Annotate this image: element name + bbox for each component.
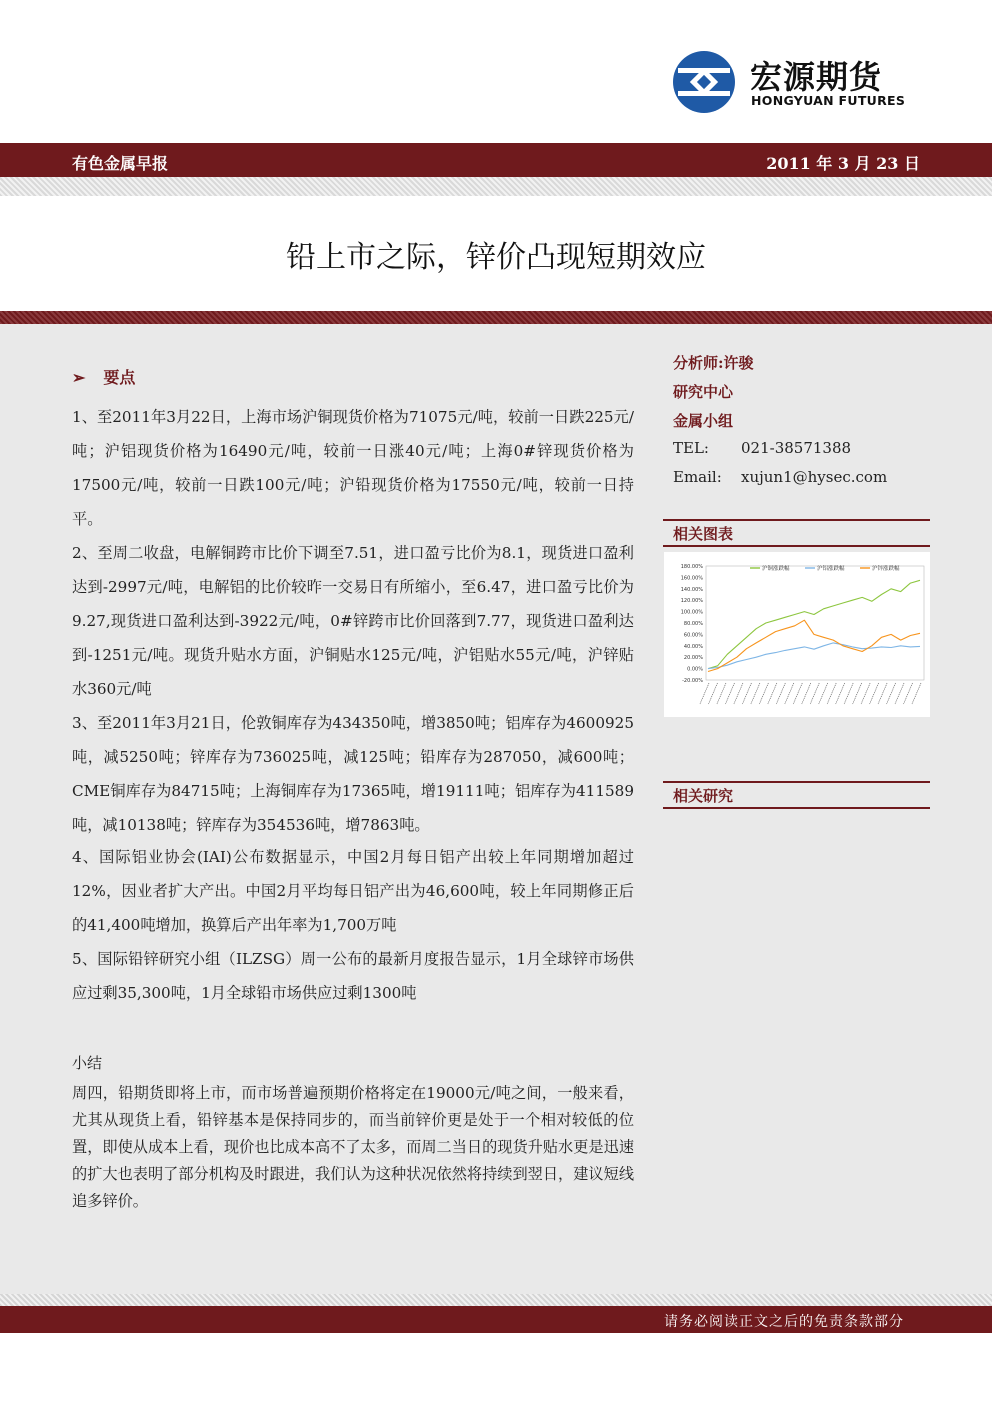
x-tick-label [802,683,811,704]
x-tick-label [793,683,802,704]
keypoint-3: 3、至2011年3月21日，伦敦铜库存为434350吨，增3850吨；铝库存为4600925吨，减5250吨；锌库存为736025吨，减125吨；铅库存为287050，减600吨；CME铜库存为84715吨；上海铜库存为17365吨，增19111吨；铝库存为411589吨，减10138吨；锌库存为354536吨，增7863吨。 [72,714,634,834]
tel-value: 021-38571388 [741,439,852,457]
y-tick-label: 40.00% [683,643,703,650]
brand-name-cn: 宏源期货 [750,58,883,96]
legend-label: 沪锌涨跌幅 [872,566,900,572]
keypoint-2: 2、至周二收盘，电解铜跨市比价下调至7.51，进口盈亏比价为8.1，现货进口盈利达到-2997元/吨，电解铝的比价较昨一交易日有所缩小，至6.47，进口盈亏比价为9.27,现货进口盈利达到-3922元/吨，0#锌跨市比价回落到7.77，现货进口盈利达到-1251元/吨。现货升贴水方面，沪铜贴水125元/吨，沪铝贴水55元/吨，沪锌贴水360元/吨 [72,544,634,698]
y-tick-label: 140.00% [680,586,703,593]
related-research-label: 相关研究 [673,787,734,805]
x-tick-label [725,683,734,704]
chart-x-ticks [700,683,921,704]
x-tick-label [717,683,726,704]
price-change-chart [664,552,930,717]
summary-text: 周四，铅期货即将上市，而市场普遍预期价格将定在19000元/吨之间，一般来看，尤其从现货上看，铅锌基本是保持同步的，而当前锌价更是处于一个相对较低的位置，即使从成本上看，现价也比成本高不了太多，而周二当日的现货升贴水更是迅速的扩大也表明了部分机构及时跟进，我们认为这种状况依然将持续到翌日，建议短线追多锌价。 [72,1084,634,1210]
y-tick-label: 120.00% [680,598,703,605]
x-tick-label [878,683,887,704]
x-tick-label [734,683,743,704]
title-divider [0,311,992,324]
tel-label: TEL: [673,439,709,457]
department: 研究中心 [673,383,734,401]
x-tick-label [785,683,794,704]
keypoints-heading-text: 要点 [103,368,136,387]
header-stripe [0,177,992,196]
y-tick-label: 60.00% [683,632,703,639]
y-tick-label: 160.00% [680,575,703,582]
y-tick-label: 20.00% [683,655,703,662]
footer-stripe [0,1294,992,1306]
keypoint-4: 4、国际铝业协会(IAI)公布数据显示，中国2月每日铝产出较上年同期增加超过12%，因业者扩大产出。中国2月平均每日铝产出为46,600吨，较上年同期修正后的41,400吨增加，换算后产出年率为1,700万吨 [72,848,634,934]
x-tick-label [776,683,785,704]
x-tick-label [836,683,845,704]
x-tick-label [810,683,819,704]
x-tick-label [742,683,751,704]
keypoint-5: 5、国际铅锌研究小组（ILZSG）周一公布的最新月度报告显示，1月全球锌市场供应过剩35,300吨，1月全球铅市场供应过剩1300吨 [72,950,634,1002]
x-tick-label [870,683,879,704]
y-tick-label: 180.00% [680,564,703,570]
x-tick-label [895,683,904,704]
x-tick-label [861,683,870,704]
email-label: Email: [673,468,722,486]
y-tick-label: -20.00% [682,678,703,684]
legend-label: 沪铜涨跌幅 [762,566,790,572]
page-title: 铅上市之际，锌价凸现短期效应 [286,240,706,275]
related-charts-label: 相关图表 [673,525,734,543]
summary-heading: 小结 [72,1054,103,1072]
legend-label: 沪铝涨跌幅 [817,566,845,572]
keypoints-heading [72,365,135,388]
x-tick-label [768,683,777,704]
x-tick-label [904,683,913,704]
email-value[interactable]: xujun1@hysec.com [741,468,888,486]
keypoint-1: 1、至2011年3月22日，上海市场沪铜现货价格为71075元/吨，较前一日跌225元/吨；沪铝现货价格为16490元/吨，较前一日涨40元/吨；上海0#锌现货价格为17500元/吨，较前一日跌100元/吨；沪铅现货价格为17550元/吨，较前一日持平。 [72,408,634,528]
company-logo [672,50,912,114]
x-tick-label [700,683,709,704]
report-type: 有色金属早报 [72,154,169,173]
x-tick-label [819,683,828,704]
x-tick-label [751,683,760,704]
x-tick-label [708,683,717,704]
y-tick-label: 100.00% [680,609,703,616]
report-date: 2011 年 3 月 23 日 [766,154,920,173]
x-tick-label [912,683,921,704]
x-tick-label [887,683,896,704]
chart-plot-area [706,566,924,680]
y-tick-label: 80.00% [683,621,703,627]
x-tick-label [827,683,836,704]
logo-mark-icon [672,50,736,114]
y-tick-label: 0.00% [687,666,703,673]
related-research-heading [663,781,930,809]
chart-legend [750,564,900,572]
related-charts-heading [663,519,930,547]
chart-y-ticks [681,564,703,684]
team-name: 金属小组 [673,412,734,430]
chart-grid [706,566,924,680]
x-tick-label [759,683,768,704]
x-tick-label [844,683,853,704]
brand-name-en: HONGYUAN FUTURES [751,93,906,108]
bullet-arrow-icon: ➢ [72,368,86,387]
x-tick-label [853,683,862,704]
disclaimer-text: 请务必阅读正文之后的免责条款部分 [664,1314,904,1330]
analyst-name: 分析师:许骏 [673,354,754,372]
